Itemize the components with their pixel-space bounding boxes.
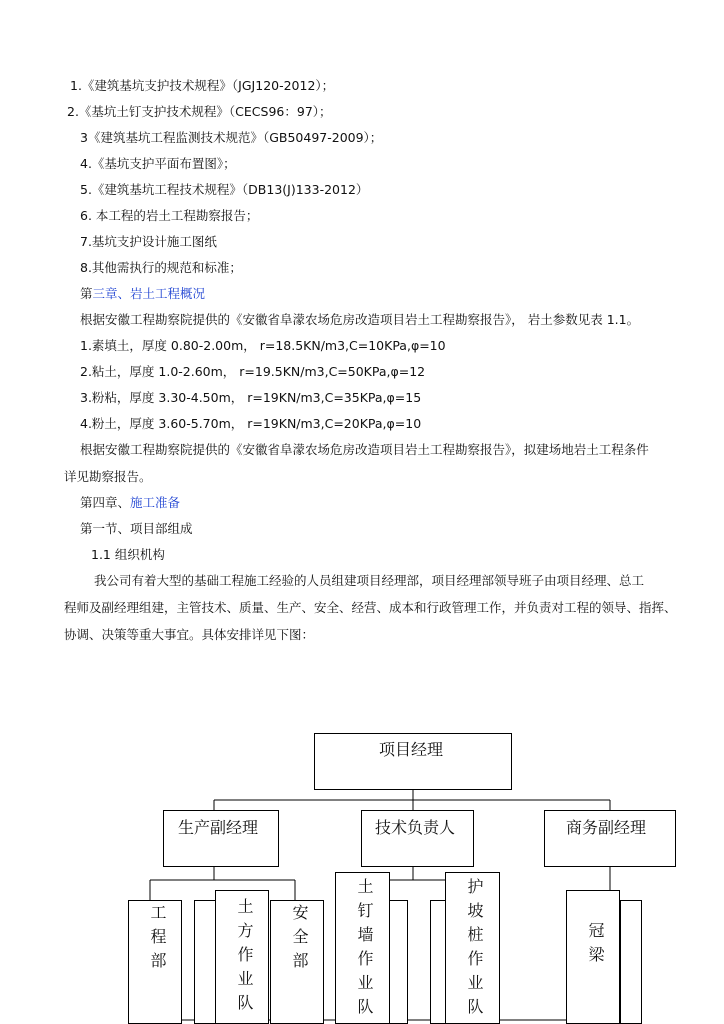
chapter3-paragraph-line1: 根据安徽工程勘察院提供的《安徽省阜濛农场危房改造项目岩土工程勘察报告》，拟建场地岩土工程条件: [80, 442, 649, 457]
org-soil-nail-team-label: 土钉墙作业队: [355, 878, 374, 1022]
org-earthwork-team-label: 土方作业队: [235, 898, 254, 1018]
org-team-box-back: [620, 900, 642, 1024]
org-paragraph-line: 协调、决策等重大事宜。具体安排详见下图：: [64, 627, 315, 642]
org-crown-beam-team-label: 冠梁: [586, 922, 605, 970]
reference-item: 8.其他需执行的规范和标准；: [80, 260, 242, 275]
subsection-heading: 1.1 组织机构: [91, 547, 165, 562]
section-heading: 第一节、项目部组成: [80, 521, 193, 536]
soil-layer: 4.粉土，厚度 3.60-5.70m， r=19KN/m3,C=20KPa,φ=10: [80, 416, 422, 431]
org-paragraph-line: 程师及副经理组建，主管技术、质量、生产、安全、经营、成本和行政管理工作，并负责对工程的领导、指挥、: [64, 600, 677, 615]
chapter3-num: 三章、: [92, 286, 131, 301]
reference-item: 2.《基坑土钉支护技术规程》（CECS96：97）；: [67, 104, 332, 119]
soil-layer: 2.粘土，厚度 1.0-2.60m， r=19.5KN/m3,C=50KPa,φ=12: [80, 364, 426, 379]
chapter3-title: 岩土工程概况: [130, 286, 206, 301]
reference-item: 7.基坑支护设计施工图纸: [80, 234, 217, 249]
org-root-label: 项目经理: [379, 740, 444, 759]
org-team-box-back: [388, 900, 408, 1024]
chapter3-paragraph-line2: 详见勘察报告。: [64, 469, 152, 484]
org-slope-pile-team-label: 护坡桩作业队: [465, 878, 484, 1022]
reference-item: 1.《建筑基坑支护技术规程》（JGJ120-2012）；: [70, 78, 335, 93]
soil-layer: 1.素填土，厚度 0.80-2.00m， r=18.5KN/m3,C=10KPa,φ=10: [80, 338, 446, 353]
org-technical-lead-label: 技术负责人: [375, 818, 456, 837]
reference-item: 3《建筑基坑工程监测技术规范》（GB50497-2009）；: [80, 130, 383, 145]
reference-item: 5.《建筑基坑工程技术规程》（DB13(J)133-2012）: [80, 182, 369, 197]
chapter4-prefix: 第四章、: [80, 495, 131, 510]
org-business-manager-label: 商务副经理: [566, 818, 647, 837]
org-production-manager-label: 生产副经理: [178, 818, 259, 837]
chapter4-title: 施工准备: [130, 495, 181, 510]
reference-item: 4.《基坑支护平面布置图》；: [80, 156, 236, 171]
org-engineering-dept-label: 工程部: [148, 904, 167, 976]
reference-item: 6. 本工程的岩土工程勘察报告；: [80, 208, 259, 223]
chapter3-prefix: 第: [80, 286, 93, 301]
soil-layer: 3.粉粘，厚度 3.30-4.50m， r=19KN/m3,C=35KPa,φ=15: [80, 390, 422, 405]
org-paragraph-line: 我公司有着大型的基础工程施工经验的人员组建项目经理部，项目经理部领导班子由项目经理、总工: [94, 573, 645, 588]
chapter3-intro: 根据安徽工程勘察院提供的《安徽省阜濛农场危房改造项目岩土工程勘察报告》， 岩土参数见表 1.1。: [80, 312, 640, 327]
org-safety-dept-label: 安全部: [290, 904, 309, 976]
